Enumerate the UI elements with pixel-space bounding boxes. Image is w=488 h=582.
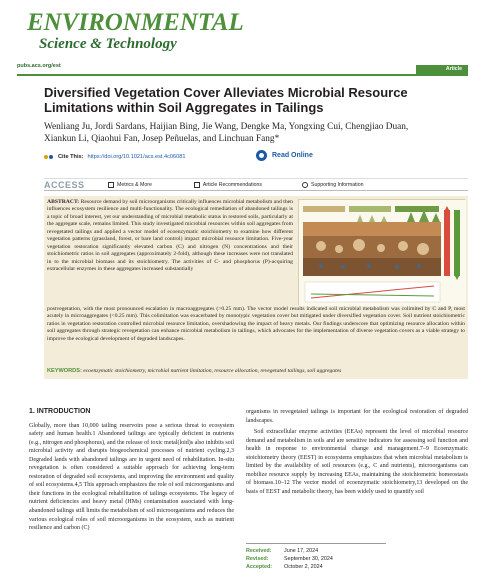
- intro-heading: 1. INTRODUCTION: [29, 408, 91, 415]
- accepted-label: Accepted:: [246, 564, 273, 570]
- article-title: Diversified Vegetation Cover Alleviates Microbial Resource Limitations within Soil Aggregates in Tailings: [44, 85, 408, 115]
- article-type-badge: Article: [416, 65, 468, 74]
- abstract-box: [44, 196, 468, 379]
- revised-date: [246, 555, 386, 563]
- intro-paragraph-2: Soil extracellular enzyme activities (EEAs) represent the level of microbial resource demand and metabolism in soils and are sensitive indicators for assessing soil function and health in response to environmental change and management.7–9 Ecoenzymatic stoichiometry theory (EEST) in ecosystems emphasizes that when microbial metabolism is limited by the availability of soil resources (e.g., C and nutrients), microorganisms can mobilize resource supply by increasing EEAs, maintaining the stoichiometric homeostasis of biomass.10–12 The vector model of ecoenzymatic stoichiometry,13 developed on the basis of EEST and metabolic theory, has been widely used to quantify soil: [246, 429, 468, 495]
- recommendations-link[interactable]: [194, 182, 262, 188]
- intro-paragraph-1: Globally, more than 10,000 tailing reservoirs pose a serious threat to ecosystem safety and human health.1 Abandoned tailings are typically deficient in nutrients (e.g., nitrogen and phosphorus), and the release of toxic metal(loid)s also inhibits soil microbial activity and disrupts biogeochemical processes of nutrient cycling.2,3 Degraded lands with abandoned tailings are in urgent need of rehabilitation. In-situ revegetation is often considered a suitable approach for achieving long-term restoration of degraded soil ecosystems, and improving the environment and quality of soil ecosystems.4,5 This approach emphasizes the role of soil microorganisms and their functions in the ecological rehabilitation of tailings ecosystems. The legacy of nutrient deficiencies and heavy metal (HMs) contamination associated with long-abandoned tailings still limits the metabolism of soil microorganisms and reduces the various ecological roles of soil microorganisms in the ecosystem, such as nutrient resilience and carbon (C): [29, 422, 234, 532]
- abstract-text-wrapped: [47, 199, 293, 274]
- cite-label: Cite This:: [58, 154, 84, 160]
- body-left-column: [29, 408, 234, 536]
- metrics-link[interactable]: [108, 182, 152, 188]
- supporting-info-icon: [302, 182, 308, 188]
- read-online-label: Read Online: [272, 152, 313, 159]
- recommendations-icon: [194, 182, 200, 188]
- read-online-icon: [256, 150, 267, 161]
- article-dates: [246, 543, 386, 571]
- keywords-list: ecoenzymatic stoichiometry, microbial nutrient limitation, resource allocation, revegetated tailings, soil aggregates: [83, 368, 342, 374]
- metrics-icon: [108, 182, 114, 188]
- journal-logo: [27, 6, 244, 64]
- revised-label: Revised:: [246, 556, 269, 562]
- supporting-info-label: Supporting Information: [311, 181, 364, 188]
- accepted-date: [246, 563, 386, 571]
- svg-text:ENVIRONMENTAL: ENVIRONMENTAL: [27, 9, 244, 36]
- abstract-label: ABSTRACT:: [47, 199, 80, 205]
- cite-line: [44, 152, 185, 162]
- keywords-label: KEYWORDS:: [47, 368, 82, 374]
- cite-icon: [44, 152, 54, 162]
- recommendations-label: Article Recommendations: [202, 181, 262, 188]
- metrics-label: Metrics & More: [117, 181, 152, 188]
- journal-url[interactable]: pubs.acs.org/est: [17, 63, 61, 69]
- journal-header: [27, 6, 467, 74]
- svg-text:Science & Technology: Science & Technology: [39, 36, 177, 52]
- access-bar: [44, 178, 468, 191]
- author-list[interactable]: Wenliang Ju, Jordi Sardans, Haijian Bing, Jie Wang, Dengke Ma, Yongxing Cui, Chengjiao Duan, Xiankun Li, Qiaohui Fan, Josep Peñuelas, and Linchuan Fang*: [44, 122, 409, 144]
- intro-paragraph-continued: organisms in revegetated tailings is important for the ecological restoration of degraded landscapes.: [246, 409, 468, 424]
- received-date: [246, 547, 386, 555]
- accepted-value: October 2, 2024: [284, 564, 323, 570]
- keywords-line: [47, 368, 465, 374]
- doi-link[interactable]: https://doi.org/10.1021/acs.est.4c06081: [87, 154, 186, 160]
- access-label: ACCESS: [44, 179, 85, 190]
- abstract-text-full: postvegetation, with the most pronounced escalation in macroaggregates (>0.25 mm). The vector model results indicated soil microbial metabolism was colimited by C and P, most acutely in microaggregates (<0.25 mm). This colimitation was exacerbated by monotypic vegetation cover but mitigated under diversified vegetation cover. Soil nutrient stoichiometric ratios in vegetation restoration controlled microbial resource limitation, overshadowing the impact of heavy metals. Our findings underscore that optimizing resource allocation within soil aggregates through strategic revegetation can enhance microbial metabolism in tailings, which advocates for the implementation of diverse vegetation covers as a viable strategy to improve the ecological development of degraded landscapes.: [47, 306, 465, 342]
- toc-graphic-image: [299, 200, 466, 306]
- body-right-column: [246, 408, 468, 499]
- received-label: Received:: [246, 548, 272, 554]
- abstract-body-1: Resource demand by soil microorganisms critically influences microbial metabolism and then influences ecosystem resilience and multi-functionality. The ecological remediation of abandoned tailings is a topic of broad interest, yet our understanding of microbial metabolic status in restored soils, particularly at the aggregate scale, remains limited. This study investigated microbial resources within soil aggregates from revegetated tailings and applied a vector model of ecoenzymatic stoichiometry to examine how different vegetation patterns (grassland, forest, or bare land control) impact microbial resource limitation. Five-year vegetation restoration significantly elevated carbon (C) and nitrogen (N) concentrations and their stoichiometric ratios in soil aggregates (approximately 2-fold), although these increases were not translated in to the microbial biomass and its stoichiometry. The activities of C- and phosphorus (P)-acquiring extracellular enzymes in these aggregates increased substantially: [47, 199, 293, 273]
- supporting-info-link[interactable]: [302, 182, 363, 188]
- read-online-button[interactable]: [256, 150, 313, 161]
- received-value: June 17, 2024: [284, 548, 319, 554]
- revised-value: September 30, 2024: [284, 556, 333, 562]
- header-divider: [17, 74, 468, 76]
- toc-graphic[interactable]: [298, 199, 465, 305]
